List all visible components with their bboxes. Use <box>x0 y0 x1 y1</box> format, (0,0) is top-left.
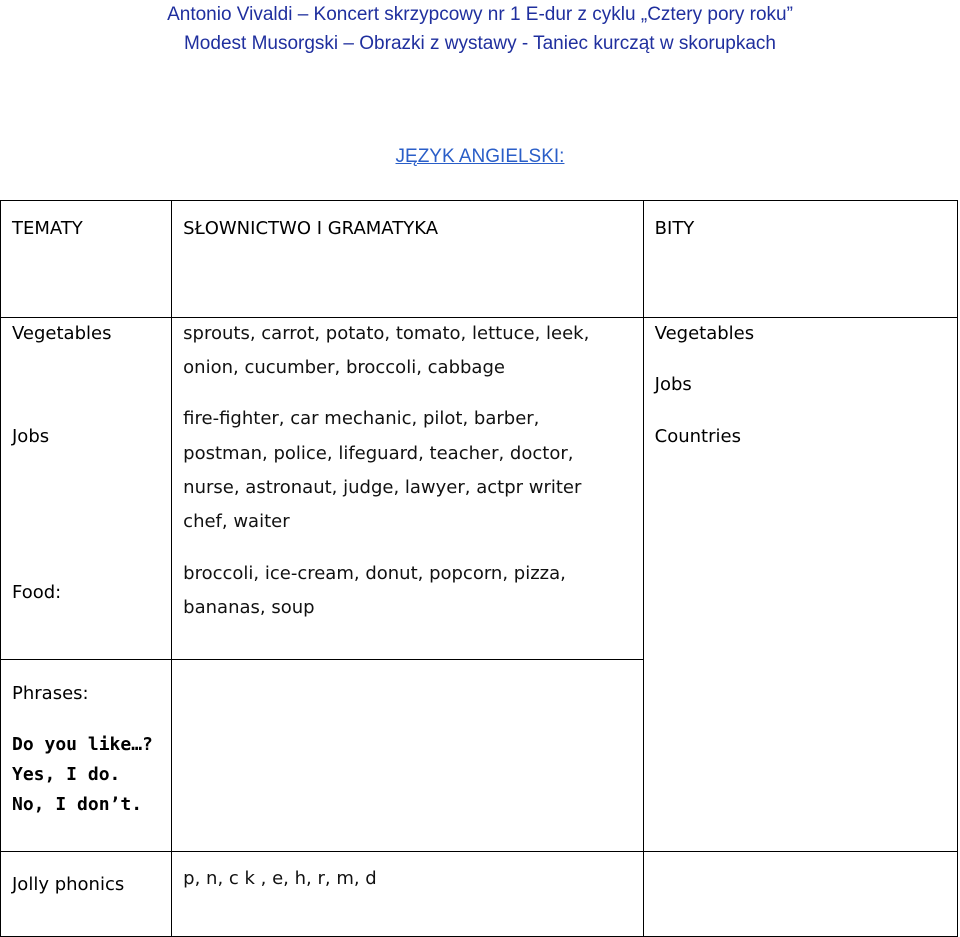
phonics-label: Jolly phonics <box>12 874 125 895</box>
table-header-row <box>1 201 958 318</box>
vocab-line: onion, cucumber, broccoli, cabbage <box>183 357 505 378</box>
vocab-line: chef, waiter <box>183 511 290 532</box>
header-line-1: Antonio Vivaldi – Koncert skrzypcowy nr 1 E-dur z cyklu „Cztery pory roku” <box>167 4 793 25</box>
topic-food: Food: <box>12 582 62 603</box>
bits-cell <box>643 318 957 852</box>
topic-jobs: Jobs <box>12 426 50 447</box>
phrase-line: No, I don’t. <box>12 794 143 815</box>
phrases-cell <box>1 660 172 852</box>
header-line-2: Modest Musorgski – Obrazki z wystawy - Taniec kurcząt w skorupkach <box>183 33 776 54</box>
phrase-line: Yes, I do. <box>12 764 121 785</box>
curriculum-table <box>0 200 958 937</box>
table-row-topics <box>1 318 958 660</box>
bit-item: Vegetables <box>654 323 755 344</box>
subject-title: JĘZYK ANGIELSKI: <box>395 146 565 167</box>
vocab-cell <box>172 318 643 660</box>
topic-vegetables: Vegetables <box>12 323 112 344</box>
phrase-line: Do you like…? <box>12 734 153 755</box>
bit-item: Jobs <box>654 374 692 395</box>
vocab-line: bananas, soup <box>183 597 315 618</box>
header-cell-topics: TEMATY <box>1 201 172 318</box>
bit-item: Countries <box>654 426 741 447</box>
phonics-value-cell <box>172 852 643 937</box>
header-cell-bits: BITY <box>643 201 957 318</box>
phrases-empty-cell <box>172 660 643 852</box>
vocab-line: sprouts, carrot, potato, tomato, lettuce, leek, <box>183 323 590 344</box>
vocab-line: broccoli, ice-cream, donut, popcorn, pizza, <box>183 563 566 584</box>
phrases-title: Phrases: <box>12 683 89 704</box>
phonics-label-cell <box>1 852 172 937</box>
vocab-line: nurse, astronaut, judge, lawyer, actpr writer <box>183 477 582 498</box>
vocab-line: postman, police, lifeguard, teacher, doctor, <box>183 443 574 464</box>
table-row-phonics <box>1 852 958 937</box>
header-cell-vocab: SŁOWNICTWO I GRAMATYKA <box>172 201 643 318</box>
phonics-value: p, n, c k , e, h, r, m, d <box>183 868 377 889</box>
vocab-line: fire-fighter, car mechanic, pilot, barber, <box>183 408 540 429</box>
phonics-empty-cell <box>643 852 957 937</box>
topics-cell <box>1 318 172 660</box>
